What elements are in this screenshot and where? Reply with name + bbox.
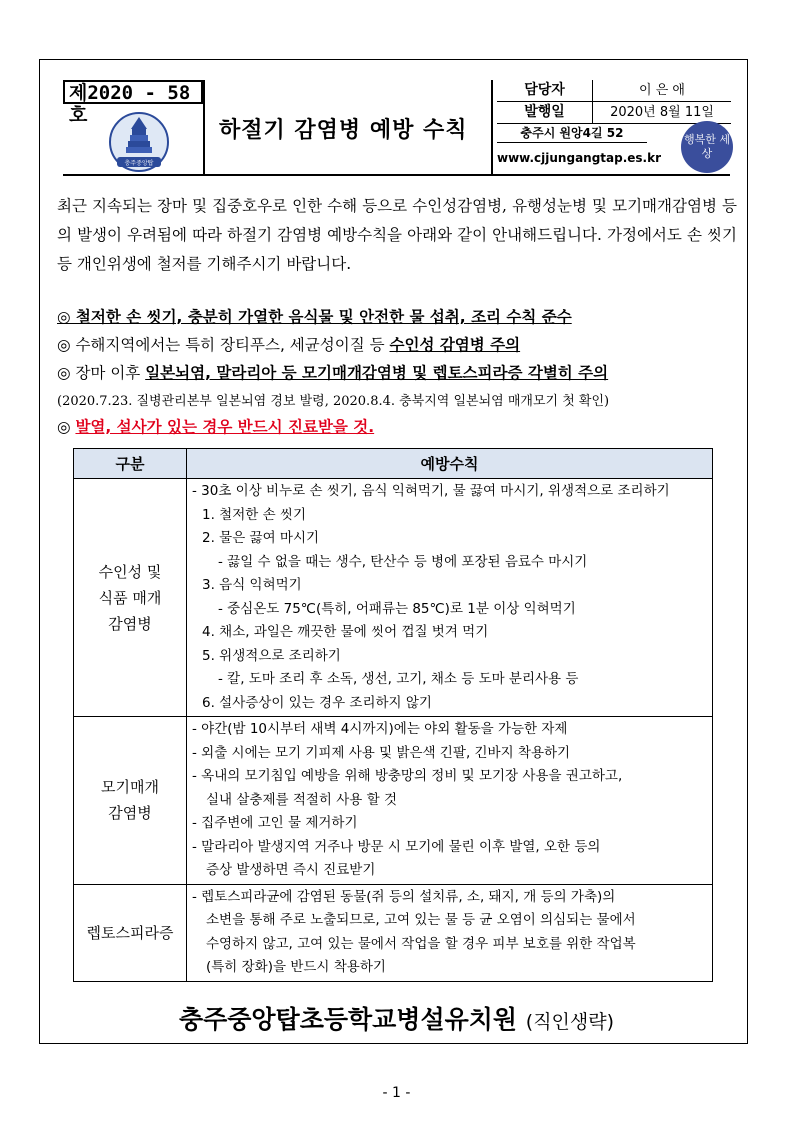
divider: [63, 174, 730, 176]
table-row: [74, 717, 713, 885]
column-header: 예방수칙: [187, 449, 713, 479]
bullet-waterborne: ◎ 수해지역에서는 특히 장티푸스, 세균성이질 등 수인성 감염병 주의: [57, 336, 521, 354]
issue-number: 제2020 - 58호: [63, 80, 203, 104]
website-url[interactable]: www.cjjungangtap.es.kr: [497, 151, 662, 165]
meta-label: 담당자: [497, 80, 593, 101]
divider: [203, 80, 205, 174]
letter-header: [51, 77, 736, 177]
column-header: 구분: [74, 449, 187, 479]
table-header-row: [74, 449, 713, 479]
bullet-fever-warning: ◎ 발열, 설사가 있는 경우 반드시 진료받을 것.: [57, 418, 375, 436]
happy-world-badge: 행복한 세상: [681, 121, 733, 173]
seal-note: (직인생략): [525, 1011, 615, 1033]
bullet-hand-washing: ◎ 철저한 손 씻기, 충분히 가열한 음식물 및 안전한 물 섭취, 조리 수칙 준수: [57, 308, 572, 326]
prevention-table: [73, 448, 713, 982]
issuer-signature: [0, 1000, 793, 1036]
category-cell: 수인성 및 식품 매개 감염병: [74, 479, 187, 717]
table-row: [74, 479, 713, 717]
meta-value: 이 은 애: [639, 83, 685, 98]
meta-row: [497, 102, 731, 124]
document-title: 하절기 감염병 예방 수칙: [219, 118, 468, 143]
meta-row: [497, 80, 731, 102]
bullet-mosquito: ◎ 장마 이후 일본뇌염, 말라리아 등 모기매개감염병 및 렙토스피라증 각별히 주의: [57, 364, 609, 382]
table-row: [74, 884, 713, 981]
issuer-name: 충주중앙탑초등학교병설유치원: [178, 1005, 518, 1034]
rules-cell: - 30초 이상 비누로 손 씻기, 음식 익혀먹기, 물 끓여 마시기, 위생적으로 조리하기 1. 철저한 손 씻기 2. 물은 끓여 마시기 - 끓일 수 없을 때는 생수, 탄산수 등 병에 포장된 음료수 마시기 3. 음식 익혀먹기 - 중심온도 75℃(특히, 어패류는 85℃)로 1분 이상 익혀먹기 4. 채소, 과일은 깨끗한 물에 씻어 껍질 벗겨 먹기 5. 위생적으로 조리하기 - 칼, 도마 조리 후 소독, 생선, 고기, 채소 등 도마 분리사용 등 6. 설사증상이 있는 경우 조리하지 않기: [187, 479, 713, 717]
school-logo: [103, 111, 175, 173]
intro-paragraph: 최근 지속되는 장마 및 집중호우로 인한 수해 등으로 수인성감염병, 유행성눈병 및 모기매개감염병 등의 발생이 우려됨에 따라 하절기 감염병 예방수칙을 아래와 같이 안내해드립니다. 가정에서도 손 씻기 등 개인위생에 철저를 기해주시기 바랍니다.: [57, 197, 737, 273]
rules-cell: - 렙토스피라균에 감염된 동물(쥐 등의 설치류, 소, 돼지, 개 등의 가축)의 소변을 통해 주로 노출되므로, 고여 있는 물 등 균 오염이 의심되는 물에서 수영하지 않고, 고여 있는 물에서 작업을 할 경우 피부 보호를 위한 작업복 (특히 장화)을 반드시 착용하기: [187, 884, 713, 981]
page-number: - 1 -: [382, 1085, 411, 1101]
logo-caption: 충주중앙탑: [124, 160, 154, 167]
meta-label: 발행일: [497, 102, 593, 123]
meta-value: 2020년 8월 11일: [610, 105, 714, 120]
category-cell: 모기매개 감염병: [74, 717, 187, 885]
alert-note: (2020.7.23. 질병관리본부 일본뇌염 경보 발령, 2020.8.4. 충북지역 일본뇌염 매개모기 첫 확인): [57, 394, 610, 409]
rules-cell: - 야간(밤 10시부터 새벽 4시까지)에는 야외 활동을 가능한 자제 - 외출 시에는 모기 기피제 사용 및 밝은색 긴팔, 긴바지 착용하기 - 옥내의 모기침입 예방을 위해 방충망의 정비 및 모기장 사용을 권고하고, 실내 살충제를 적절히 사용 할 것 - 집주변에 고인 물 제거하기 - 말라리아 발생지역 거주나 방문 시 모기에 물린 이후 발열, 오한 등의 증상 발생하면 즉시 진료받기: [187, 717, 713, 885]
address: 충주시 원앙4길 52: [497, 124, 647, 143]
category-cell: 렙토스피라증: [74, 884, 187, 981]
divider: [491, 80, 493, 174]
